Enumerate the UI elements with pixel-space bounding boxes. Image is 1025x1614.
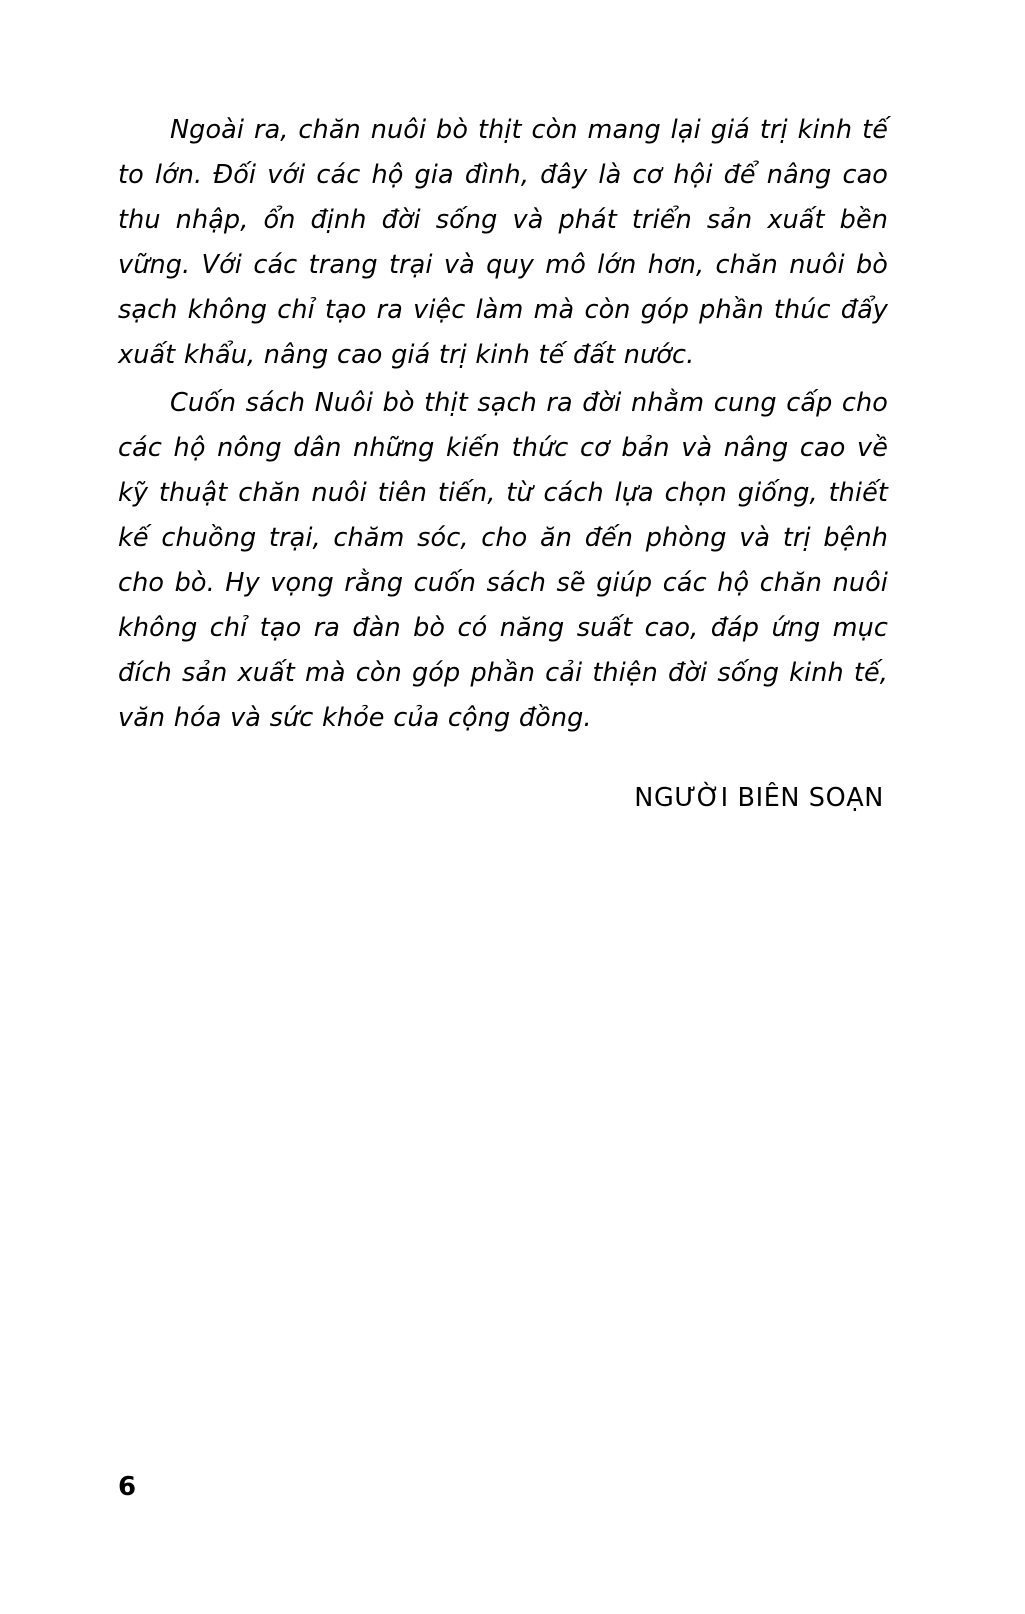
signature-line: NGƯỜI BIÊN SOẠN <box>634 783 884 813</box>
body-paragraph: Ngoài ra, chăn nuôi bò thịt còn mang lại giá trị kinh tế to lớn. Đối với các hộ gia đình, đây là cơ hội để nâng cao thu nhập, ổn định đời sống và phát triển sản xuất bền vững. Với các trang trại và quy mô lớn hơn, chăn nuôi bò sạch không chỉ tạo ra việc làm mà còn góp phần thúc đẩy xuất khẩu, nâng cao giá trị kinh tế đất nước. <box>118 115 888 370</box>
page-number: 6 <box>118 1472 137 1502</box>
body-paragraph: Cuốn sách Nuôi bò thịt sạch ra đời nhằm cung cấp cho các hộ nông dân những kiến thức cơ bản và nâng cao về kỹ thuật chăn nuôi tiên tiến, từ cách lựa chọn giống, thiết kế chuồng trại, chăm sóc, cho ăn đến phòng và trị bệnh cho bò. Hy vọng rằng cuốn sách sẽ giúp các hộ chăn nuôi không chỉ tạo ra đàn bò có năng suất cao, đáp ứng mục đích sản xuất mà còn góp phần cải thiện đời sống kinh tế, văn hóa và sức khỏe của cộng đồng. <box>118 388 888 733</box>
page-body <box>118 108 888 813</box>
